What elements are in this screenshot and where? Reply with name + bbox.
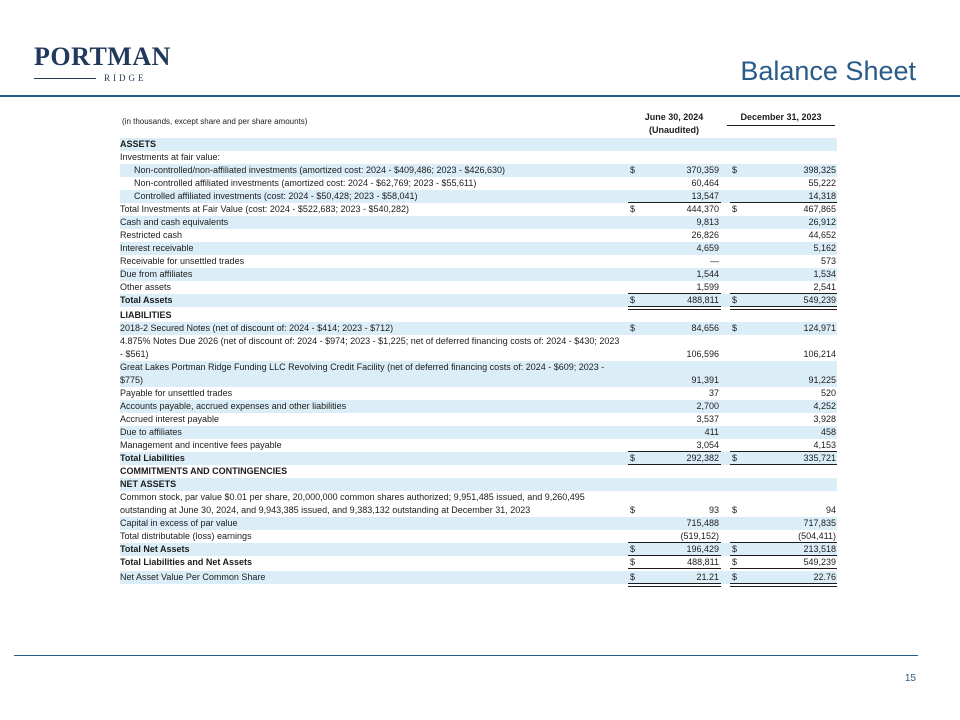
table-row xyxy=(120,491,837,517)
row-label: Restricted cash xyxy=(120,230,183,240)
row-label: Total Liabilities xyxy=(120,453,185,463)
table-row xyxy=(120,387,837,400)
table-row xyxy=(120,138,837,151)
row-label: Cash and cash equivalents xyxy=(120,217,229,227)
row-label: Payable for unsettled trades xyxy=(120,388,233,398)
row-label: Accrued interest payable xyxy=(120,414,220,424)
value-dec-2023: 398,325 xyxy=(803,165,836,175)
balance-sheet-table xyxy=(120,138,837,584)
currency-symbol-2023: $ xyxy=(732,544,738,554)
row-label: Other assets xyxy=(120,282,172,292)
value-dec-2023: 94 xyxy=(825,505,836,515)
table-row xyxy=(120,465,837,478)
currency-symbol-2024: $ xyxy=(630,544,636,554)
table-row xyxy=(120,556,837,569)
value-june-2024: 292,382 xyxy=(686,453,719,463)
row-label: Due to affiliates xyxy=(120,427,182,437)
page-title: Balance Sheet xyxy=(740,56,916,86)
value-june-2024: 3,537 xyxy=(696,414,719,424)
table-row xyxy=(120,255,837,268)
value-june-2024: 444,370 xyxy=(686,204,719,214)
value-june-2024: 106,596 xyxy=(686,349,719,359)
row-label: Net Asset Value Per Common Share xyxy=(120,572,266,582)
value-dec-2023: 458 xyxy=(820,427,836,437)
total-double-underline xyxy=(628,583,721,587)
table-row xyxy=(120,439,837,452)
row-label: 4.875% Notes Due 2026 (net of discount of: 2024 - $974; 2023 - $1,225; net of deferred financing costs of: 2024 - $430; 2023 - $561) xyxy=(120,336,620,359)
value-dec-2023: 717,835 xyxy=(803,518,836,528)
table-row xyxy=(120,151,837,164)
table-row xyxy=(120,164,837,177)
value-june-2024: 93 xyxy=(708,505,719,515)
currency-symbol-2023: $ xyxy=(732,557,738,567)
row-label: Controlled affiliated investments (cost: 2024 - $50,428; 2023 - $58,041) xyxy=(134,191,418,201)
footer-divider xyxy=(14,655,918,656)
table-row xyxy=(120,530,837,543)
table-row xyxy=(120,268,837,281)
table-row xyxy=(120,309,837,322)
logo-rule xyxy=(34,78,96,79)
currency-symbol-2024: $ xyxy=(630,204,636,214)
row-label: Total Liabilities and Net Assets xyxy=(120,557,253,567)
value-june-2024: 21.21 xyxy=(696,572,719,582)
currency-symbol-2024: $ xyxy=(630,557,636,567)
value-dec-2023: 124,971 xyxy=(803,323,836,333)
currency-symbol-2024: $ xyxy=(630,295,636,305)
value-june-2024: 196,429 xyxy=(686,544,719,554)
value-june-2024: 411 xyxy=(704,427,719,437)
value-june-2024: 13,547 xyxy=(691,191,719,201)
total-double-underline xyxy=(730,583,837,587)
logo-subline xyxy=(34,71,148,85)
table-row xyxy=(120,543,837,556)
row-label: Investments at fair value: xyxy=(120,152,221,162)
value-june-2024: 2,700 xyxy=(696,401,719,411)
value-dec-2023: 1,534 xyxy=(813,269,836,279)
currency-symbol-2024: $ xyxy=(630,453,636,463)
value-june-2024: 1,599 xyxy=(696,282,719,292)
row-label: NET ASSETS xyxy=(120,479,177,489)
value-june-2024: 370,359 xyxy=(686,165,719,175)
value-dec-2023: 549,239 xyxy=(803,295,836,305)
value-dec-2023: 3,928 xyxy=(813,414,836,424)
value-dec-2023: 549,239 xyxy=(803,557,836,567)
value-dec-2023: 55,222 xyxy=(808,178,836,188)
row-label: Interest receivable xyxy=(120,243,194,253)
table-row xyxy=(120,294,837,307)
row-label: Non-controlled/non-affiliated investments (amortized cost: 2024 - $409,486; 2023 - $426,630) xyxy=(134,165,506,175)
row-label: ASSETS xyxy=(120,139,157,149)
portman-ridge-logo xyxy=(34,42,171,85)
value-dec-2023: 4,252 xyxy=(813,401,836,411)
row-label: Total distributable (loss) earnings xyxy=(120,531,252,541)
row-label: Capital in excess of par value xyxy=(120,518,238,528)
column-header-june-2024 xyxy=(626,111,722,137)
value-june-2024: 26,826 xyxy=(691,230,719,240)
currency-symbol-2024: $ xyxy=(630,505,636,515)
value-june-2024: 9,813 xyxy=(696,217,719,227)
table-row xyxy=(120,190,837,203)
table-row xyxy=(120,517,837,530)
value-dec-2023: 5,162 xyxy=(813,243,836,253)
row-label: Total Investments at Fair Value (cost: 2024 - $522,683; 2023 - $540,282) xyxy=(120,204,410,214)
value-june-2024: 91,391 xyxy=(691,375,719,385)
row-label: Total Net Assets xyxy=(120,544,190,554)
value-dec-2023: 520 xyxy=(820,388,836,398)
row-label: LIABILITIES xyxy=(120,310,172,320)
table-row xyxy=(120,216,837,229)
table-row xyxy=(120,478,837,491)
value-dec-2023: (504,411) xyxy=(798,531,836,541)
page-number: 15 xyxy=(904,673,916,684)
currency-symbol-2023: $ xyxy=(732,505,738,515)
table-row xyxy=(120,426,837,439)
value-june-2024: 488,811 xyxy=(687,295,719,305)
column-header-unaudited: (Unaudited) xyxy=(649,125,699,135)
currency-symbol-2024: $ xyxy=(630,165,636,175)
value-dec-2023: 26,912 xyxy=(808,217,836,227)
row-label: 2018-2 Secured Notes (net of discount of: 2024 - $414; 2023 - $712) xyxy=(120,323,394,333)
value-dec-2023: 106,214 xyxy=(803,349,836,359)
currency-symbol-2023: $ xyxy=(732,453,738,463)
row-label: Great Lakes Portman Ridge Funding LLC Revolving Credit Facility (net of deferred financing costs of: 2024 - $609; 2023 - $775) xyxy=(120,362,605,385)
value-june-2024: — xyxy=(710,256,719,266)
row-label: Non-controlled affiliated investments (amortized cost: 2024 - $62,769; 2023 - $55,611) xyxy=(134,178,477,188)
table-row xyxy=(120,452,837,465)
row-label: Accounts payable, accrued expenses and other liabilities xyxy=(120,401,347,411)
table-row xyxy=(120,361,837,387)
row-label: Management and incentive fees payable xyxy=(120,440,282,450)
row-label: Due from affiliates xyxy=(120,269,193,279)
value-dec-2023: 14,318 xyxy=(808,191,836,201)
table-row xyxy=(120,281,837,294)
row-label: COMMITMENTS AND CONTINGENCIES xyxy=(120,466,288,476)
value-dec-2023: 44,652 xyxy=(808,230,836,240)
table-row xyxy=(120,322,837,335)
table-row xyxy=(120,203,837,216)
value-dec-2023: 22.76 xyxy=(813,572,836,582)
value-june-2024: 84,656 xyxy=(691,323,719,333)
logo-ridge-text: RIDGE xyxy=(104,73,147,83)
currency-symbol-2023: $ xyxy=(732,204,738,214)
value-june-2024: 37 xyxy=(708,388,719,398)
logo-wordmark: PORTMAN xyxy=(34,42,171,71)
value-june-2024: 3,054 xyxy=(696,440,719,450)
table-row xyxy=(120,229,837,242)
value-dec-2023: 335,721 xyxy=(803,453,836,463)
column-header-dec-2023: December 31, 2023 xyxy=(727,111,835,126)
currency-symbol-2023: $ xyxy=(732,165,738,175)
currency-symbol-2023: $ xyxy=(732,572,738,582)
units-note: (in thousands, except share and per share amounts) xyxy=(122,117,308,126)
value-june-2024: (519,152) xyxy=(680,531,719,541)
value-dec-2023: 91,225 xyxy=(808,375,836,385)
table-row xyxy=(120,177,837,190)
currency-symbol-2023: $ xyxy=(732,295,738,305)
table-row xyxy=(120,242,837,255)
currency-symbol-2024: $ xyxy=(630,323,636,333)
value-june-2024: 488,811 xyxy=(687,557,719,567)
value-june-2024: 715,488 xyxy=(686,518,719,528)
value-dec-2023: 467,865 xyxy=(803,204,836,214)
currency-symbol-2024: $ xyxy=(630,572,636,582)
value-june-2024: 60,464 xyxy=(691,178,719,188)
table-row xyxy=(120,400,837,413)
header-divider xyxy=(0,95,960,97)
value-dec-2023: 2,541 xyxy=(813,282,836,292)
table-row xyxy=(120,335,837,361)
value-dec-2023: 4,153 xyxy=(813,440,836,450)
value-dec-2023: 573 xyxy=(820,256,836,266)
value-june-2024: 1,544 xyxy=(696,269,719,279)
column-header-june-date: June 30, 2024 xyxy=(644,112,704,122)
row-label: Total Assets xyxy=(120,295,173,305)
row-label: Common stock, par value $0.01 per share, 20,000,000 common shares authorized; 9,951,485 issued, and 9,260,495 outstanding at June 30, 2024, and 9,943,385 issued, and 9,383,132 outstanding at December 31, 2023 xyxy=(120,492,585,515)
row-label: Receivable for unsettled trades xyxy=(120,256,245,266)
currency-symbol-2023: $ xyxy=(732,323,738,333)
value-june-2024: 4,659 xyxy=(696,243,719,253)
value-dec-2023: 213,518 xyxy=(803,544,836,554)
table-row xyxy=(120,413,837,426)
table-row xyxy=(120,571,837,584)
